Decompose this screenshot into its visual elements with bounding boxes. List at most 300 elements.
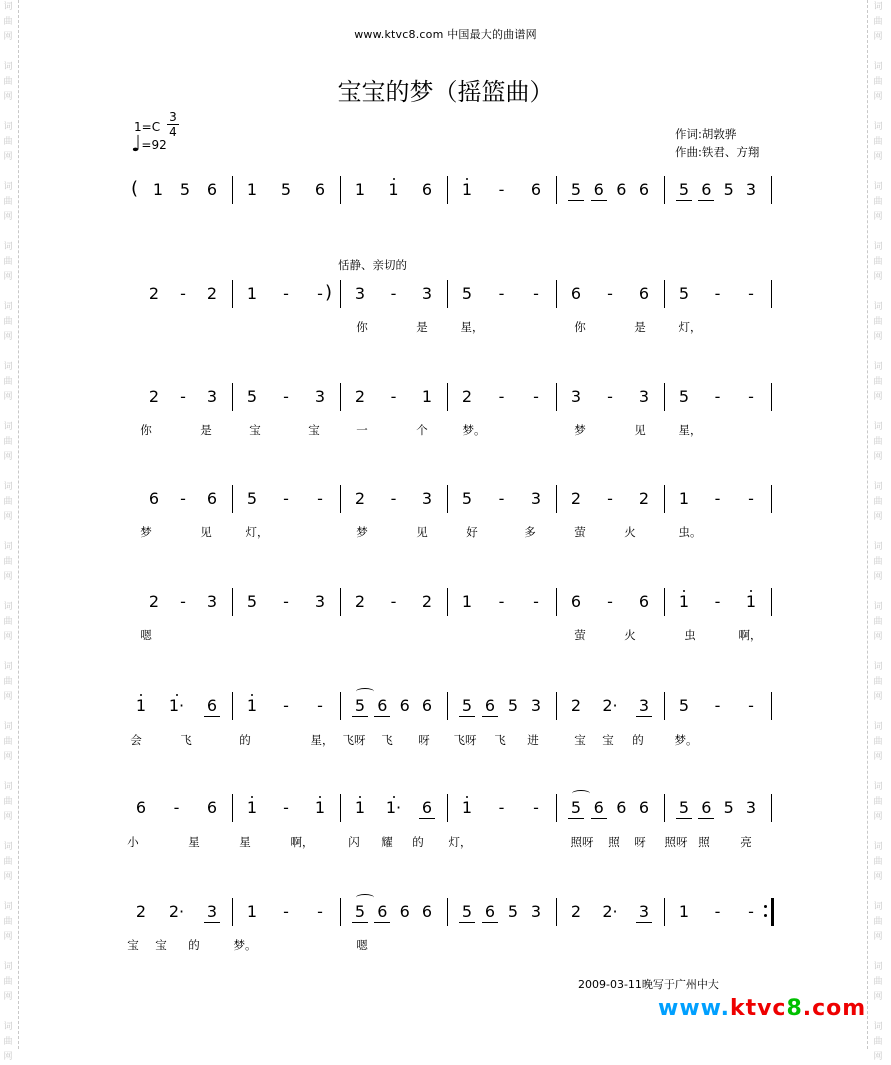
lyric-syllable: 你	[140, 423, 152, 437]
note: 2	[638, 489, 650, 508]
note: 3	[314, 592, 326, 611]
bar-line	[447, 588, 448, 616]
bar-line	[447, 280, 448, 308]
lyric-syllable: 闪	[348, 835, 360, 849]
lyric-syllable: 飞	[494, 733, 506, 747]
note: 5	[280, 180, 292, 199]
lyric-syllable: 宝	[155, 938, 167, 952]
bar-line	[232, 794, 233, 822]
note: -	[390, 489, 397, 508]
lyric-syllable: 好	[466, 525, 478, 539]
bar-line	[556, 176, 557, 204]
lyric-syllable: 一	[356, 423, 368, 437]
note: -	[607, 592, 613, 611]
note: -	[533, 284, 539, 303]
lyric-syllable: 虫	[684, 628, 696, 642]
lyric-syllable: 照呀	[570, 835, 594, 849]
lyric-syllable: 你	[356, 320, 368, 334]
expression-mark: 恬静、亲切的	[338, 258, 407, 272]
note: 1	[678, 592, 690, 611]
note: 2·	[168, 902, 185, 921]
note: -	[180, 387, 186, 406]
note: 6	[482, 902, 498, 922]
lyric-syllable: 宝	[308, 423, 320, 437]
tempo-value: =92	[141, 138, 167, 152]
note: 6	[206, 180, 218, 199]
song-title: 宝宝的梦（摇篮曲）	[337, 78, 554, 106]
note: 6	[374, 902, 390, 922]
note: 6	[421, 696, 433, 715]
bar-line	[771, 588, 772, 616]
note: -	[317, 696, 323, 715]
note: 6	[698, 798, 714, 818]
bar-line	[232, 692, 233, 720]
watermark-text: 词曲网	[3, 962, 13, 1002]
note: -	[714, 387, 721, 406]
note: 5	[179, 180, 191, 199]
high-octave-dot	[393, 796, 395, 798]
bar-line	[447, 485, 448, 513]
lyric-syllable: 照呀	[664, 835, 688, 849]
high-octave-dot	[466, 178, 468, 180]
bar-line	[556, 588, 557, 616]
note: 6	[638, 180, 650, 199]
note: 2·	[602, 902, 618, 921]
note: 3	[421, 489, 433, 508]
note: 5	[352, 902, 368, 922]
watermark-text: 词曲网	[873, 1022, 883, 1062]
note: 6	[591, 180, 607, 200]
note: 6	[419, 798, 435, 818]
footer-date: 2009-03-11晚写于广州中大	[578, 978, 719, 991]
note: 3	[530, 489, 542, 508]
note: 1	[135, 696, 147, 715]
note: 5	[459, 902, 475, 922]
note: 1	[246, 180, 258, 199]
lyric-syllable: 会	[130, 733, 142, 747]
note: 3	[354, 284, 366, 303]
note: 1	[246, 696, 258, 715]
note: 5	[246, 489, 258, 508]
note: 6	[314, 180, 326, 199]
bar-line	[447, 692, 448, 720]
note: -	[498, 387, 505, 406]
high-octave-dot	[251, 694, 253, 696]
note: 3	[636, 696, 652, 716]
note: 1	[246, 798, 258, 817]
lyric-syllable: 嗯	[356, 938, 368, 952]
watermark-text: 词曲网	[873, 362, 883, 402]
bar-line	[232, 485, 233, 513]
time-signature-bottom: 4	[169, 125, 177, 139]
note: -	[748, 696, 754, 715]
lyric-syllable: 虫。	[678, 525, 702, 539]
lyric-syllable: 个	[416, 423, 428, 437]
watermark-text: 词曲网	[873, 722, 883, 762]
lyric-syllable: 你	[574, 320, 586, 334]
note: 6	[530, 180, 542, 199]
note: -	[173, 798, 180, 817]
bar-line	[232, 898, 233, 926]
note: -	[283, 798, 289, 817]
bar-line	[556, 692, 557, 720]
note: 3	[745, 798, 757, 817]
bar-line	[340, 176, 341, 204]
watermark-text: 词曲网	[873, 242, 883, 282]
watermark-text: 词曲网	[873, 2, 883, 42]
note: 3	[206, 387, 218, 406]
lyric-syllable: 照	[608, 835, 620, 849]
note: 3	[530, 902, 542, 921]
note: 6	[206, 798, 218, 817]
note: 2	[354, 489, 366, 508]
bar-line	[664, 794, 665, 822]
note: -	[390, 284, 397, 303]
watermark-text: 词曲网	[3, 62, 13, 102]
lyric-syllable: 星	[239, 835, 251, 849]
note: 6	[374, 696, 390, 716]
note: 1	[246, 902, 258, 921]
note: 3	[206, 592, 218, 611]
bar-line	[664, 692, 665, 720]
note: 5	[507, 902, 519, 921]
watermark-text: 词曲网	[873, 182, 883, 222]
note: 2	[148, 592, 160, 611]
high-octave-dot	[251, 796, 253, 798]
watermark-text: 词曲网	[873, 62, 883, 102]
watermark-text: 词曲网	[3, 602, 13, 642]
bar-line	[664, 898, 665, 926]
note: 6	[204, 696, 220, 716]
note: 2	[148, 387, 160, 406]
note: 3	[570, 387, 582, 406]
watermark-text: 词曲网	[3, 422, 13, 462]
bar-line	[664, 383, 665, 411]
note: 1	[421, 387, 433, 406]
lyric-syllable: 灯，	[448, 835, 472, 849]
lyric-syllable: 见	[200, 525, 212, 539]
bar-line	[340, 794, 341, 822]
note: 5	[678, 387, 690, 406]
high-octave-dot	[683, 590, 685, 592]
logo-www: www.	[658, 996, 730, 1021]
watermark-text: 词曲网	[3, 542, 13, 582]
note: -	[607, 284, 613, 303]
lyric-syllable: 啊，	[738, 628, 762, 642]
lyric-syllable: 的	[188, 938, 200, 952]
note: -	[283, 592, 289, 611]
watermark-text: 词曲网	[873, 122, 883, 162]
tie-arc	[356, 894, 374, 901]
bar-line	[447, 794, 448, 822]
lyric-syllable: 飞呀	[342, 733, 366, 747]
note: 1	[152, 180, 164, 199]
note: -	[533, 387, 539, 406]
watermark-text: 词曲网	[873, 542, 883, 582]
tie-arc	[572, 790, 590, 797]
note: 3	[530, 696, 542, 715]
watermark-text: 词曲网	[3, 302, 13, 342]
lyric-syllable: 星，	[460, 320, 484, 334]
note: 3	[745, 180, 757, 199]
watermark-text: 词曲网	[3, 902, 13, 942]
note: 2	[206, 284, 218, 303]
note: 1	[246, 284, 258, 303]
note: 1	[354, 798, 366, 817]
lyric-syllable: 呀	[418, 733, 430, 747]
watermark-strip-right	[870, 0, 886, 1062]
watermark-text: 词曲网	[873, 902, 883, 942]
bar-line	[447, 383, 448, 411]
note: -	[283, 284, 289, 303]
close-paren: )	[325, 282, 333, 303]
watermark-text: 词曲网	[3, 362, 13, 402]
lyric-syllable: 火	[624, 628, 636, 642]
lyric-syllable: 是	[200, 423, 212, 437]
end-repeat-sign	[764, 898, 776, 926]
lyric-syllable: 梦。	[674, 733, 698, 747]
lyric-syllable: 星，	[678, 423, 702, 437]
watermark-text: 词曲网	[873, 602, 883, 642]
watermark-text: 词曲网	[3, 722, 13, 762]
bar-line	[340, 383, 341, 411]
bar-line	[771, 176, 772, 204]
lyric-syllable: 是	[416, 320, 428, 334]
watermark-text: 词曲网	[873, 302, 883, 342]
note: -	[714, 592, 721, 611]
note: 5	[676, 798, 692, 818]
note: 1	[354, 180, 366, 199]
watermark-text: 词曲网	[3, 782, 13, 822]
quarter-note-icon: ♩	[131, 132, 142, 157]
bar-line	[447, 898, 448, 926]
note: 6	[148, 489, 160, 508]
bar-line	[340, 898, 341, 926]
note: 5	[246, 387, 258, 406]
high-octave-dot	[176, 694, 178, 696]
watermark-text: 词曲网	[3, 242, 13, 282]
site-logo	[658, 996, 866, 1021]
note: -	[390, 387, 397, 406]
note: -	[533, 798, 539, 817]
note: -	[283, 902, 289, 921]
tempo-mark	[131, 134, 167, 156]
watermark-text: 词曲网	[873, 422, 883, 462]
bar-line	[556, 383, 557, 411]
note: -	[748, 489, 754, 508]
bar-line	[232, 176, 233, 204]
watermark-text: 词曲网	[3, 122, 13, 162]
note: 1·	[385, 798, 402, 817]
note: 6	[616, 180, 627, 199]
note: 2	[570, 696, 582, 715]
watermark-text: 词曲网	[3, 182, 13, 222]
site-header: www.ktvc8.com 中国最大的曲谱网	[354, 28, 537, 41]
lyric-syllable: 宝	[574, 733, 586, 747]
note: -	[180, 284, 186, 303]
note: 1	[461, 592, 473, 611]
high-octave-dot	[359, 796, 361, 798]
note: 6	[638, 798, 650, 817]
lyric-syllable: 宝	[249, 423, 261, 437]
lyric-syllable: 梦	[356, 525, 368, 539]
bar-line	[340, 588, 341, 616]
note: 3	[636, 902, 652, 922]
note: 6	[421, 180, 433, 199]
note: 5	[461, 489, 473, 508]
time-signature	[166, 110, 180, 139]
note: -	[748, 387, 754, 406]
note: -	[180, 592, 186, 611]
high-octave-dot	[393, 178, 395, 180]
open-paren: (	[131, 178, 139, 199]
watermark-text: 词曲网	[873, 482, 883, 522]
note: 6	[698, 180, 714, 200]
note: 5	[459, 696, 475, 716]
note: 2	[461, 387, 473, 406]
lyric-syllable: 见	[416, 525, 428, 539]
bar-line	[664, 280, 665, 308]
bar-line	[771, 280, 772, 308]
note: -	[748, 284, 754, 303]
lyric-syllable: 灯，	[245, 525, 269, 539]
watermark-text: 词曲网	[3, 662, 13, 702]
logo-ktv: ktvc	[729, 996, 787, 1021]
note: 5	[678, 284, 690, 303]
note: -	[714, 902, 721, 921]
note: 1	[461, 798, 473, 817]
bar-line	[556, 794, 557, 822]
lyric-syllable: 的	[239, 733, 251, 747]
note: 1	[745, 592, 757, 611]
watermark-text: 词曲网	[3, 1022, 13, 1062]
bar-line	[771, 485, 772, 513]
note: 1·	[168, 696, 185, 715]
note: 5	[246, 592, 258, 611]
high-octave-dot	[319, 796, 321, 798]
watermark-text: 词曲网	[873, 842, 883, 882]
note: -	[317, 902, 323, 921]
bar-line	[771, 794, 772, 822]
note: 6	[399, 696, 410, 715]
note: -	[498, 489, 505, 508]
note: -	[533, 592, 539, 611]
lyric-syllable: 梦	[140, 525, 152, 539]
watermark-text: 词曲网	[3, 842, 13, 882]
bar-line	[340, 692, 341, 720]
lyric-syllable: 见	[634, 423, 646, 437]
lyric-syllable: 飞	[381, 733, 393, 747]
logo-eight: 8	[786, 996, 803, 1021]
note: 3	[638, 387, 650, 406]
bar-line	[340, 485, 341, 513]
logo-com: .com	[802, 996, 867, 1021]
lyric-syllable: 的	[412, 835, 424, 849]
lyric-syllable: 宝	[127, 938, 139, 952]
lyric-syllable: 梦。	[462, 423, 486, 437]
note: 3	[314, 387, 326, 406]
lyric-syllable: 飞呀	[453, 733, 477, 747]
lyric-syllable: 呀	[634, 835, 646, 849]
note: 3	[204, 902, 220, 922]
watermark-strip-left	[0, 0, 16, 1062]
lyric-syllable: 星，	[310, 733, 334, 747]
note: -	[607, 387, 613, 406]
note: 6	[421, 902, 433, 921]
note: -	[498, 592, 505, 611]
lyric-syllable: 梦	[574, 423, 586, 437]
bar-line	[556, 280, 557, 308]
note: 6	[638, 284, 650, 303]
note: 2	[421, 592, 433, 611]
bar-line	[232, 383, 233, 411]
high-octave-dot	[140, 694, 142, 696]
lyric-syllable: 多	[524, 525, 536, 539]
lyric-syllable: 火	[624, 525, 636, 539]
note: 5	[723, 180, 734, 199]
note: 5	[461, 284, 473, 303]
bar-line	[232, 280, 233, 308]
lyric-syllable: 梦。	[233, 938, 257, 952]
note: 2	[570, 902, 582, 921]
bar-line	[232, 588, 233, 616]
note: -	[607, 489, 613, 508]
lyric-syllable: 耀	[381, 835, 393, 849]
bar-line	[556, 485, 557, 513]
note: 2	[354, 387, 366, 406]
lyric-syllable: 是	[634, 320, 646, 334]
bar-line	[771, 383, 772, 411]
watermark-text: 词曲网	[873, 962, 883, 1002]
lyric-syllable: 萤	[574, 525, 586, 539]
tie-arc	[356, 688, 374, 695]
note: 1	[461, 180, 473, 199]
lyricist-credit: 作词:胡敦骅	[675, 127, 737, 141]
note: 2	[148, 284, 160, 303]
note: -	[498, 180, 505, 199]
bar-line	[447, 176, 448, 204]
note: -	[714, 489, 721, 508]
bar-line	[664, 176, 665, 204]
bar-line	[556, 898, 557, 926]
note: -	[390, 592, 397, 611]
note: -	[498, 284, 505, 303]
note: -	[283, 696, 289, 715]
note: 5	[723, 798, 734, 817]
bar-line	[340, 280, 341, 308]
note: 5	[507, 696, 519, 715]
note: -	[283, 387, 289, 406]
note: 6	[570, 592, 582, 611]
note: 5	[568, 180, 584, 200]
high-octave-dot	[466, 796, 468, 798]
note: 2	[354, 592, 366, 611]
lyric-syllable: 进	[527, 733, 539, 747]
lyric-syllable: 亮	[740, 835, 752, 849]
lyric-syllable: 照	[698, 835, 710, 849]
note: -	[317, 489, 323, 508]
watermark-text: 词曲网	[3, 482, 13, 522]
note: -	[317, 284, 323, 303]
note: -	[714, 696, 721, 715]
note: 6	[591, 798, 607, 818]
lyric-syllable: 灯，	[678, 320, 702, 334]
lyric-syllable: 星	[188, 835, 200, 849]
lyric-syllable: 的	[632, 733, 644, 747]
lyric-syllable: 萤	[574, 628, 586, 642]
bar-line	[664, 485, 665, 513]
note: 6	[482, 696, 498, 716]
